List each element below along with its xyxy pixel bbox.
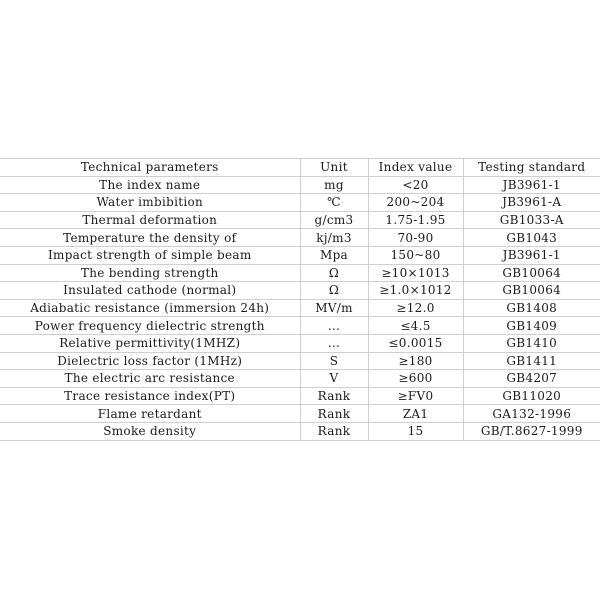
table-row [0,211,600,229]
table-body [0,176,600,440]
index-value-cell: ≤4.5 [368,317,463,335]
parameter-cell: Smoke density [0,422,300,440]
unit-cell: V [300,370,368,388]
index-value-cell: 200~204 [368,194,463,212]
parameter-cell: The electric arc resistance [0,370,300,388]
table-row [0,405,600,423]
table-row [0,422,600,440]
testing-standard-cell: GB1410 [463,334,600,352]
parameter-cell: Thermal deformation [0,211,300,229]
index-value-cell: ≥12.0 [368,299,463,317]
header-testing-standard: Testing standard [463,159,600,177]
testing-standard-cell: GA132-1996 [463,405,600,423]
table-row [0,229,600,247]
table-row [0,194,600,212]
parameter-cell: Temperature the density of [0,229,300,247]
unit-cell: S [300,352,368,370]
testing-standard-cell: JB3961-1 [463,176,600,194]
header-row [0,159,600,177]
table-row [0,334,600,352]
parameter-cell: Power frequency dielectric strength [0,317,300,335]
parameter-cell: Adiabatic resistance (immersion 24h) [0,299,300,317]
unit-cell: kj/m3 [300,229,368,247]
index-value-cell: ≥FV0 [368,387,463,405]
testing-standard-cell: JB3961-A [463,194,600,212]
table-row [0,264,600,282]
technical-parameters-table [0,158,600,441]
testing-standard-cell: GB/T.8627-1999 [463,422,600,440]
table-row [0,299,600,317]
parameter-cell: Dielectric loss factor (1MHz) [0,352,300,370]
unit-cell: Rank [300,422,368,440]
testing-standard-cell: GB1033-A [463,211,600,229]
spec-sheet [0,158,600,441]
unit-cell: Ω [300,264,368,282]
testing-standard-cell: GB1411 [463,352,600,370]
index-value-cell: ZA1 [368,405,463,423]
index-value-cell: 1.75-1.95 [368,211,463,229]
testing-standard-cell: GB11020 [463,387,600,405]
parameter-cell: Impact strength of simple beam [0,246,300,264]
table-row [0,176,600,194]
parameter-cell: Water imbibition [0,194,300,212]
testing-standard-cell: GB1409 [463,317,600,335]
unit-cell: ℃ [300,194,368,212]
index-value-cell: 70-90 [368,229,463,247]
header-unit: Unit [300,159,368,177]
unit-cell: Rank [300,405,368,423]
unit-cell: g/cm3 [300,211,368,229]
testing-standard-cell: GB10064 [463,282,600,300]
parameter-cell: The bending strength [0,264,300,282]
parameter-cell: Insulated cathode (normal) [0,282,300,300]
parameter-cell: Flame retardant [0,405,300,423]
testing-standard-cell: GB1043 [463,229,600,247]
index-value-cell: ≤0.0015 [368,334,463,352]
table-row [0,352,600,370]
unit-cell: mg [300,176,368,194]
index-value-cell: <20 [368,176,463,194]
index-value-cell: ≥10×1013 [368,264,463,282]
testing-standard-cell: JB3961-1 [463,246,600,264]
testing-standard-cell: GB10064 [463,264,600,282]
index-value-cell: 15 [368,422,463,440]
index-value-cell: ≥180 [368,352,463,370]
index-value-cell: ≥1.0×1012 [368,282,463,300]
parameter-cell: Relative permittivity(1MHZ) [0,334,300,352]
unit-cell: MV/m [300,299,368,317]
unit-cell: Mpa [300,246,368,264]
header-index-value: Index value [368,159,463,177]
table-row [0,282,600,300]
unit-cell: Rank [300,387,368,405]
index-value-cell: ≥600 [368,370,463,388]
index-value-cell: 150~80 [368,246,463,264]
header-technical-parameters: Technical parameters [0,159,300,177]
unit-cell: ... [300,317,368,335]
parameter-cell: The index name [0,176,300,194]
table-row [0,246,600,264]
unit-cell: ... [300,334,368,352]
testing-standard-cell: GB4207 [463,370,600,388]
unit-cell: Ω [300,282,368,300]
table-row [0,370,600,388]
testing-standard-cell: GB1408 [463,299,600,317]
table-row [0,387,600,405]
parameter-cell: Trace resistance index(PT) [0,387,300,405]
table-row [0,317,600,335]
